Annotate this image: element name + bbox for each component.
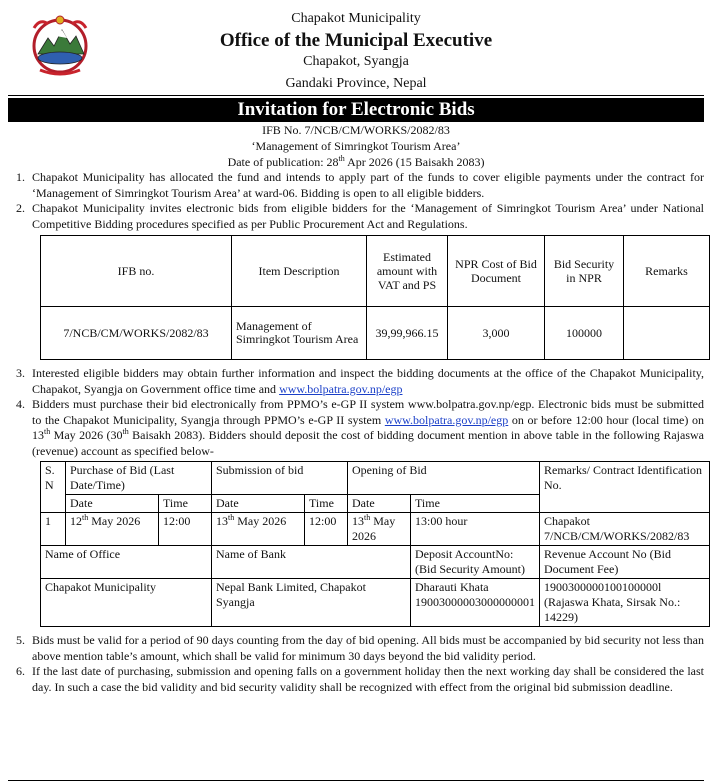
cell-deposit: Dharauti Khata 19003000003000000001	[411, 579, 540, 627]
account-header-row	[41, 546, 710, 579]
paragraph-text: If the last date of purchasing, submission and opening falls on a government holiday then the next working day shall be considered the last day. In such a case the bid validity and bid security validity shall be recognized with effect from the original bid submission deadline.	[32, 664, 704, 694]
purchase-header: Purchase of Bid (Last Date/Time)	[66, 462, 212, 495]
schedule-header-row	[41, 462, 710, 495]
remarks-header: Remarks/ Contract Identification No.	[540, 462, 710, 513]
paragraph-number: 2.	[16, 201, 25, 215]
purchase-time-header: Time	[159, 495, 212, 513]
ifb-number: IFB No. 7/NCB/CM/WORKS/2082/83	[262, 123, 450, 137]
opening-date-header: Date	[348, 495, 411, 513]
cell-purchase-date: 12th May 2026	[66, 513, 159, 546]
cell-cost: 3,000	[448, 307, 545, 360]
office-address: Chapakot, Syangja	[303, 54, 409, 70]
paragraph-4: 4. Bidders must purchase their bid electronically from PPMO’s e-GP II system www.bolpatra.gov.np/egp. Electronic bids must be submitted to the Chapakot Municipality, Syangja through PPMO’s e-GP II system www.bolpatra.gov.np/egp on or before 12:00 hour (local time) on 13th May 2026 (30th Baisakh 2083). Bidders should deposit the cost of bidding document mention in above table in the following Rajaswa (revenue) account as specified below-	[16, 397, 704, 458]
deposit-header: Deposit AccountNo: (Bid Security Amount)	[411, 546, 540, 579]
col-item-header: Item Description	[232, 236, 367, 307]
col-remarks-header: Remarks	[624, 236, 710, 307]
submission-date-header: Date	[212, 495, 305, 513]
cell-opening-time: 13:00 hour	[411, 513, 540, 546]
office-province: Gandaki Province, Nepal	[285, 75, 427, 91]
paragraph-text: Bids must be valid for a period of 90 days counting from the day of bid opening. All bids must be accompanied by bid security not less than above mention table’s amount, which shall be valid for minimum 30 days beyond the bid validity period.	[32, 633, 704, 663]
paragraph-text: Chapakot Municipality has allocated the fund and intends to apply part of the funds to cover eligible payments under the contract for ‘Management of Simringkot Tourism Area’ at ward-06. Bidding is open to all eligible bidders.	[32, 170, 704, 200]
paragraph-number: 5.	[16, 633, 25, 647]
cell-revenue: 1900300000100100000l (Rajaswa Khata, Sirsak No.: 14229)	[540, 579, 710, 627]
bid-details-table	[40, 235, 710, 360]
cell-amount: 39,99,966.15	[367, 307, 448, 360]
cell-remarks	[624, 307, 710, 360]
paragraph-number: 4.	[16, 397, 25, 411]
municipality-emblem-icon	[26, 10, 94, 78]
table-row	[41, 307, 710, 360]
purchase-date-header: Date	[66, 495, 159, 513]
notice-meta	[8, 122, 704, 170]
paragraph-text: Bidders must purchase their bid electronically from PPMO’s e-GP II system www.bolpatra.gov.np/egp. Electronic bids must be submitted to the Chapakot Municipality, Syangja through PPMO’s e-GP II system	[32, 397, 704, 427]
bolpatra-link[interactable]: www.bolpatra.gov.np/egp	[384, 412, 509, 427]
cell-submission-time: 12:00	[305, 513, 348, 546]
header-divider	[8, 95, 704, 96]
bank-header: Name of Bank	[212, 546, 411, 579]
paragraph-text: Interested eligible bidders may obtain further information and inspect the bidding documents at the office of the Chapakot Municipality, Chapakot, Syangja on Government office time and	[32, 366, 704, 396]
table-header-row	[41, 236, 710, 307]
paragraph-1	[8, 170, 704, 201]
cell-ifb: 7/NCB/CM/WORKS/2082/83	[41, 307, 232, 360]
cell-security: 100000	[545, 307, 624, 360]
submission-header: Submission of bid	[212, 462, 348, 495]
cell-sn: 1	[41, 513, 66, 546]
paragraph-3	[8, 366, 704, 397]
paragraph-2	[8, 201, 704, 232]
opening-header: Opening of Bid	[348, 462, 540, 495]
paragraph-text: Chapakot Municipality invites electronic bids from eligible bidders for the ‘Management of Simringkot Tourism Area’ under National Competitive Bidding procedures specified as per Public Procurement Act and Regulations.	[32, 201, 704, 231]
paragraph-number: 3.	[16, 366, 25, 380]
submission-time-header: Time	[305, 495, 348, 513]
paragraph-number: 6.	[16, 664, 25, 678]
col-amount-header: Estimated amount with VAT and PS	[367, 236, 448, 307]
revenue-header: Revenue Account No (Bid Document Fee)	[540, 546, 710, 579]
col-security-header: Bid Security in NPR	[545, 236, 624, 307]
opening-time-header: Time	[411, 495, 540, 513]
notice-title-banner: Invitation for Electronic Bids	[8, 98, 704, 122]
col-cost-header: NPR Cost of Bid Document	[448, 236, 545, 307]
cell-item: Management of Simringkot Tourism Area	[232, 307, 367, 360]
cell-office: Chapakot Municipality	[41, 579, 212, 627]
schedule-table	[40, 461, 710, 627]
cell-submission-date: 13th May 2026	[212, 513, 305, 546]
project-name: ‘Management of Simringkot Tourism Area’	[251, 139, 461, 153]
sn-header: S. N	[41, 462, 66, 513]
cell-remarks: Chapakot 7/NCB/CM/WORKS/2082/83	[540, 513, 710, 546]
office-header: Name of Office	[41, 546, 212, 579]
paragraph-5	[8, 633, 704, 664]
bolpatra-link[interactable]: www.bolpatra.gov.np/egp	[279, 381, 403, 396]
paragraph-number: 1.	[16, 170, 25, 184]
office-title: Office of the Municipal Executive	[219, 29, 493, 51]
col-ifb-header: IFB no.	[41, 236, 232, 307]
cell-bank: Nepal Bank Limited, Chapakot Syangja	[212, 579, 411, 627]
municipality-name: Chapakot Municipality	[291, 11, 421, 26]
table-row	[41, 579, 710, 627]
cell-opening-date: 13th May 2026	[348, 513, 411, 546]
publication-date: Date of publication: 28th Apr 2026 (15 Baisakh 2083)	[227, 154, 485, 169]
paragraph-6	[8, 664, 704, 695]
footer-divider	[8, 780, 704, 781]
cell-purchase-time: 12:00	[159, 513, 212, 546]
header	[8, 0, 704, 96]
table-row	[41, 513, 710, 546]
